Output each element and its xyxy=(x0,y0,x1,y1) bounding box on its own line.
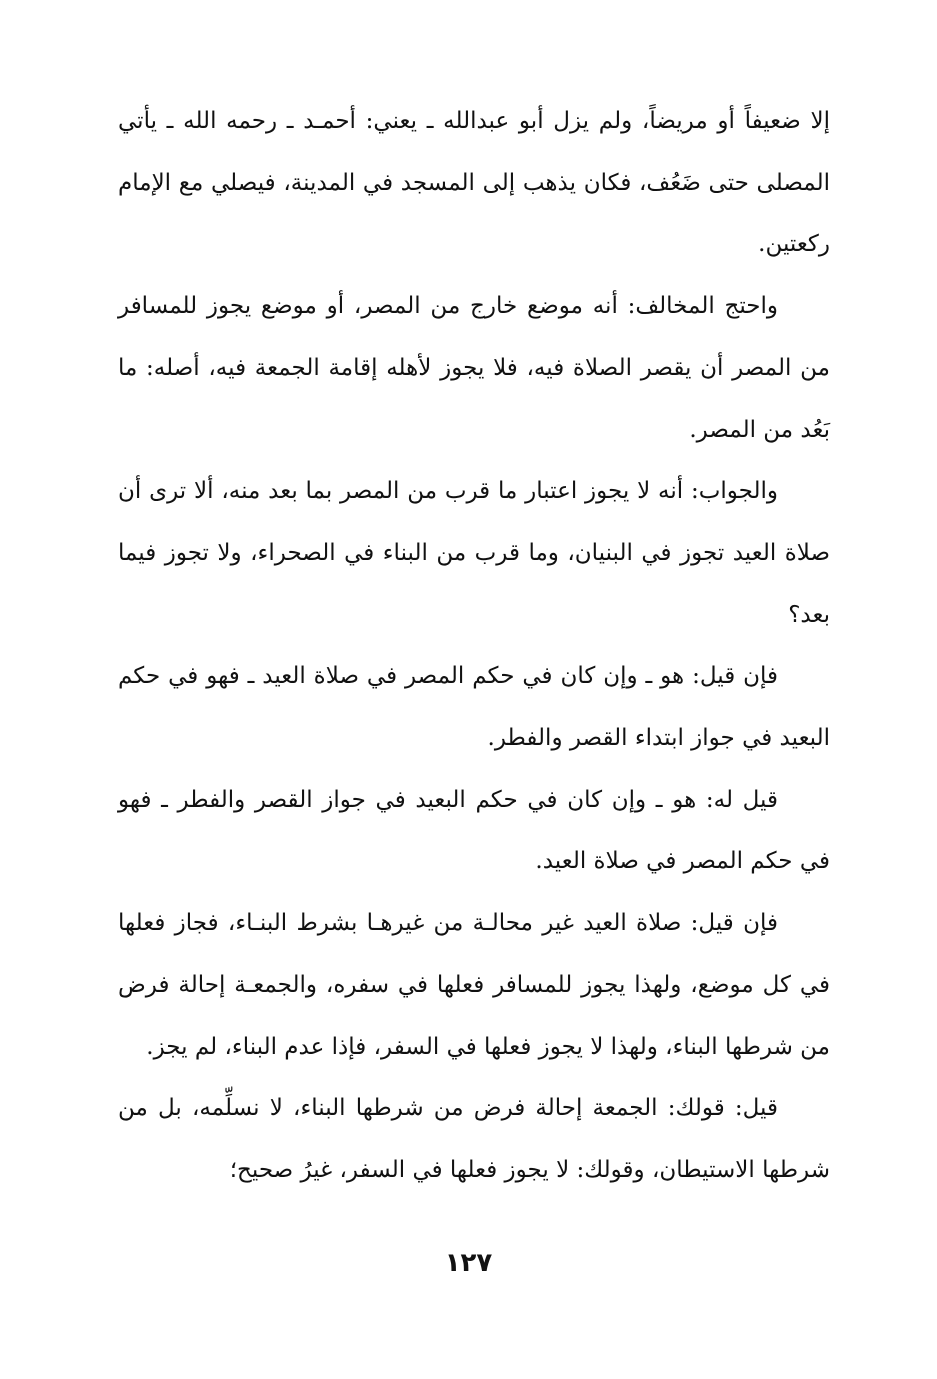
paragraph-4: فإن قيل: هو ـ وإن كان في حكم المصر في صلاة العيد ـ فهو في حكم البعيد في جواز ابتداء القصر والفطر. xyxy=(118,663,830,752)
paragraph-1: إلا ضعيفاً أو مريضاً، ولم يزل أبو عبدالله ـ يعني: أحمـد ـ رحمه الله ـ يأتي المصلى حتى ضَعُف، فكان يذهب إلى المسجد في المدينة، فيصلي مع الإمام ركعتين. xyxy=(118,108,830,258)
paragraph-5: قيل له: هو ـ وإن كان في حكم البعيد في جواز القصر والفطر ـ فهو في حكم المصر في صلاة العيد. xyxy=(118,786,830,875)
paragraph-3: والجواب: أنه لا يجوز اعتبار ما قرب من المصر بما بعد منه، ألا ترى أن صلاة العيد تجوز في البنيان، وما قرب من البناء في الصحراء، ولا تجوز فيما بعد؟ xyxy=(118,478,830,628)
paragraph-2: واحتج المخالف: أنه موضع خارج من المصر، أو موضع يجوز للمسافر من المصر أن يقصر الصلاة فيه، فلا يجوز لأهله إقامة الجمعة فيه، أصله: ما بَعُد من المصر. xyxy=(118,293,830,443)
page-number: ١٢٧ xyxy=(444,1248,493,1278)
paragraph-7: قيل: قولك: الجمعة إحالة فرض من شرطها البناء، لا نسلِّمه، بل من شرطها الاستيطان، وقولك: لا يجوز فعلها في السفر، غيرُ صحيح؛ xyxy=(118,1095,830,1183)
paragraph-6: فإن قيل: صلاة العيد غير محالـة من غيرهـا بشرط البنـاء، فجاز فعلها في كل موضع، ولهذا يجوز للمسافر فعلها في سفره، والجمعـة إحالة فرض من شرطها البناء، ولهذا لا يجوز فعلها في السفر، فإذا عدم البناء، لم يجز. xyxy=(118,910,830,1060)
body-text xyxy=(118,91,830,1202)
